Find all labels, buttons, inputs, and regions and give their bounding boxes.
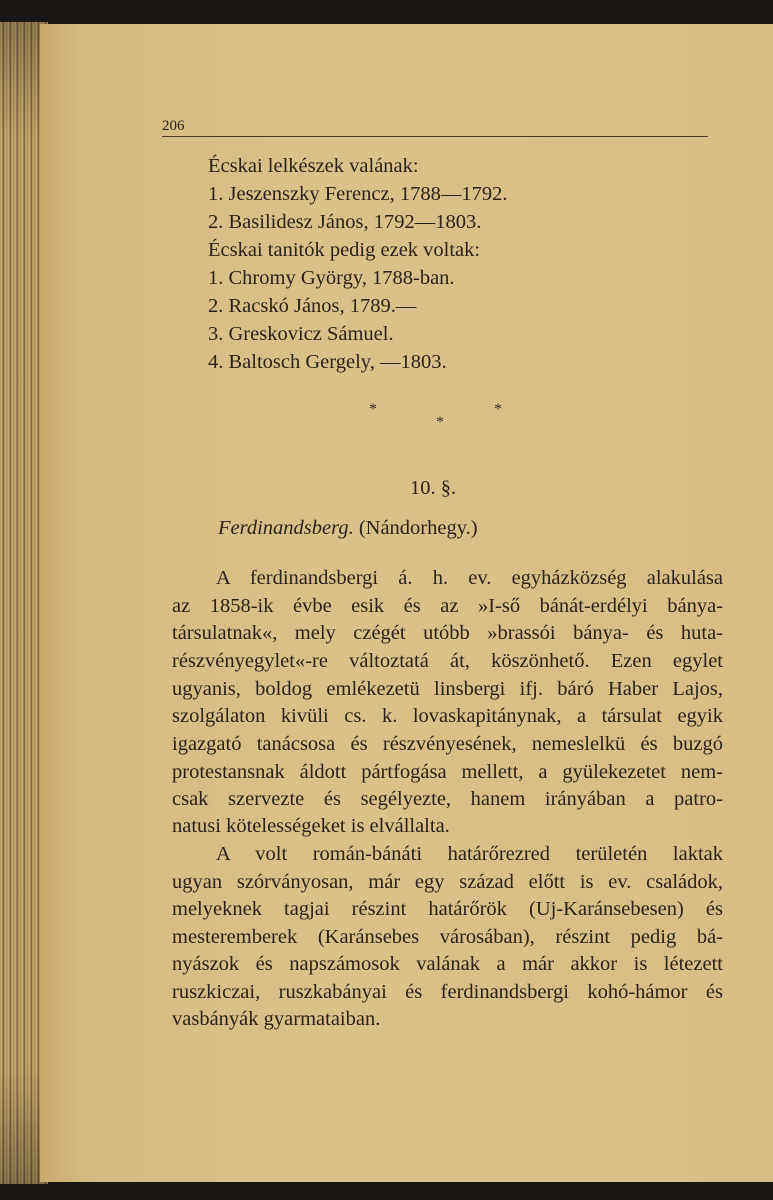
paragraph-line: társulatnak«, mely czégét utóbb »brassói bánya- és huta- — [172, 622, 723, 644]
list-item: 2. Racskó János, 1789.— — [208, 295, 417, 317]
paragraph-line: csak szervezte és segélyezte, hanem irányában a patro- — [172, 788, 723, 810]
list-item: 1. Jeszenszky Ferencz, 1788—1792. — [208, 183, 508, 205]
asterism-star: * — [436, 414, 444, 431]
paragraph-line: vasbányák gyarmataiban. — [172, 1008, 381, 1030]
paragraph-line: igazgató tanácsosa és részvényesének, nemeslelkü és buzgó — [172, 733, 723, 755]
list-item: 2. Basilidesz János, 1792—1803. — [208, 211, 482, 233]
paragraph-line: A ferdinandsbergi á. h. ev. egyházközség alakulása — [216, 567, 723, 589]
section-number: 10. §. — [410, 477, 457, 499]
paragraph-line: részvényegylet«-re változtatá át, köszönhető. Ezen egylet — [172, 650, 723, 672]
paragraph-line: A volt román-bánáti határőrezred területén laktak — [216, 843, 723, 865]
paragraph-line: mesteremberek (Karánsebes városában), részint pedig bá- — [172, 926, 723, 948]
list-heading: Écskai tanitók pedig ezek voltak: — [208, 239, 481, 261]
section-title-italic: Ferdinandsberg. — [218, 517, 354, 539]
section-title — [218, 516, 478, 540]
paragraph-line: nyászok és napszámosok valának a már akkor is létezett — [172, 953, 723, 975]
asterism-star: * — [369, 401, 377, 418]
list-item: 1. Chromy György, 1788-ban. — [208, 267, 455, 289]
list-heading: Écskai lelkészek valának: — [208, 155, 419, 177]
paragraph-line: ugyanis, boldog emlékezetü linsbergi ifj. báró Haber Lajos, — [172, 678, 723, 700]
paragraph-line: protestansnak áldott pártfogása mellett, a gyülekezetet nem- — [172, 761, 723, 783]
section-title-plain: (Nándorhegy.) — [358, 517, 478, 539]
paragraph-line: szolgálaton kivüli cs. k. lovaskapitánynak, a társulat egyik — [172, 705, 723, 727]
header-rule — [162, 136, 708, 137]
list-item: 4. Baltosch Gergely, —1803. — [208, 351, 447, 373]
paragraph-line: ugyan szórványosan, már egy század előtt is ev. családok, — [172, 871, 723, 893]
paragraph-line: natusi kötelességeket is elvállalta. — [172, 815, 450, 837]
paragraph-line: az 1858-ik évbe esik és az »I-ső bánát-erdélyi bánya- — [172, 595, 723, 617]
list-item: 3. Greskovicz Sámuel. — [208, 323, 394, 345]
asterism-star: * — [494, 401, 502, 418]
page-number: 206 — [162, 118, 185, 134]
paragraph-line: melyeknek tagjai részint határőrök (Uj-Karánsebesen) és — [172, 898, 723, 920]
paragraph-line: ruszkiczai, ruszkabányai és ferdinandsbergi kohó-hámor és — [172, 981, 723, 1003]
